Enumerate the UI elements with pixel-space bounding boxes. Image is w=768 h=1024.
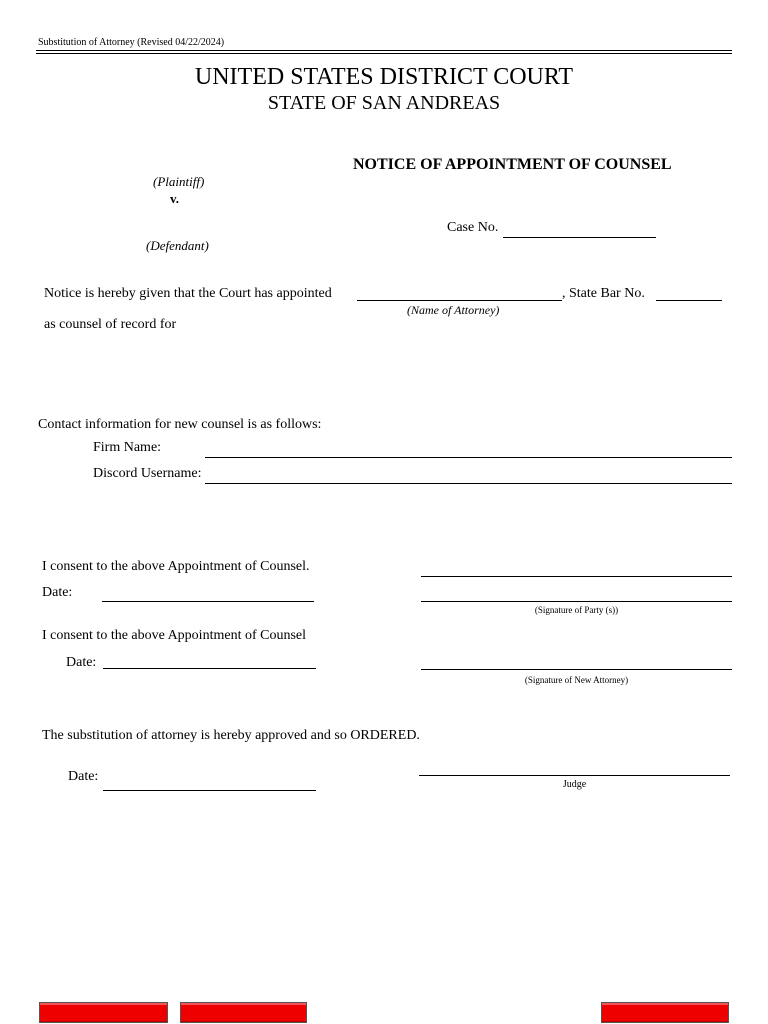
firm-name-label: Firm Name: (93, 440, 162, 455)
attorney-signature-field[interactable] (421, 669, 732, 670)
attorney-name-caption: (Name of Attorney) (407, 303, 500, 317)
order-statement: The substitution of attorney is hereby approved and so ORDERED. (42, 728, 420, 743)
discord-username-field[interactable] (205, 483, 732, 484)
header-rule-top (36, 50, 732, 51)
attorney-date-label: Date: (66, 655, 97, 670)
party-signature-caption: (Signature of Party (s)) (534, 605, 619, 615)
attorney-name-field[interactable] (357, 300, 562, 301)
document-title: NOTICE OF APPOINTMENT OF COUNSEL (353, 156, 672, 173)
form-button-1[interactable] (39, 1002, 168, 1023)
attorney-date-field[interactable] (103, 668, 316, 669)
form-revision-label: Substitution of Attorney (Revised 04/22/2024) (38, 37, 225, 48)
firm-name-field[interactable] (205, 457, 732, 458)
order-date-label: Date: (68, 769, 99, 784)
notice-text-line2: as counsel of record for (44, 317, 177, 332)
notice-text-line1: Notice is hereby given that the Court has appointed (44, 286, 332, 301)
attorney-signature-caption: (Signature of New Attorney) (524, 675, 629, 685)
discord-username-label: Discord Username: (93, 466, 202, 481)
state-bar-label: , State Bar No. (562, 286, 645, 301)
party-date-label: Date: (42, 585, 73, 600)
state-bar-number-field[interactable] (656, 300, 722, 301)
attorney-consent-statement: I consent to the above Appointment of Counsel (42, 628, 307, 643)
judge-caption: Judge (562, 779, 587, 790)
court-state: STATE OF SAN ANDREAS (267, 92, 501, 114)
party-consent-statement: I consent to the above Appointment of Counsel. (42, 559, 310, 574)
header-rule-bottom (36, 53, 732, 54)
defendant-label: (Defendant) (146, 238, 209, 253)
judge-signature-field[interactable] (419, 775, 730, 776)
party-date-field[interactable] (102, 601, 314, 602)
party-signature-line-upper[interactable] (421, 576, 732, 577)
order-date-field[interactable] (103, 790, 316, 791)
plaintiff-label: (Plaintiff) (153, 174, 205, 189)
court-name: UNITED STATES DISTRICT COURT (194, 64, 574, 90)
party-signature-field[interactable] (421, 601, 732, 602)
case-number-label: Case No. (447, 220, 499, 235)
form-button-2[interactable] (180, 1002, 307, 1023)
case-number-field[interactable] (503, 237, 656, 238)
versus-label: v. (170, 191, 180, 206)
form-button-3[interactable] (601, 1002, 729, 1023)
contact-intro: Contact information for new counsel is as follows: (38, 417, 322, 432)
